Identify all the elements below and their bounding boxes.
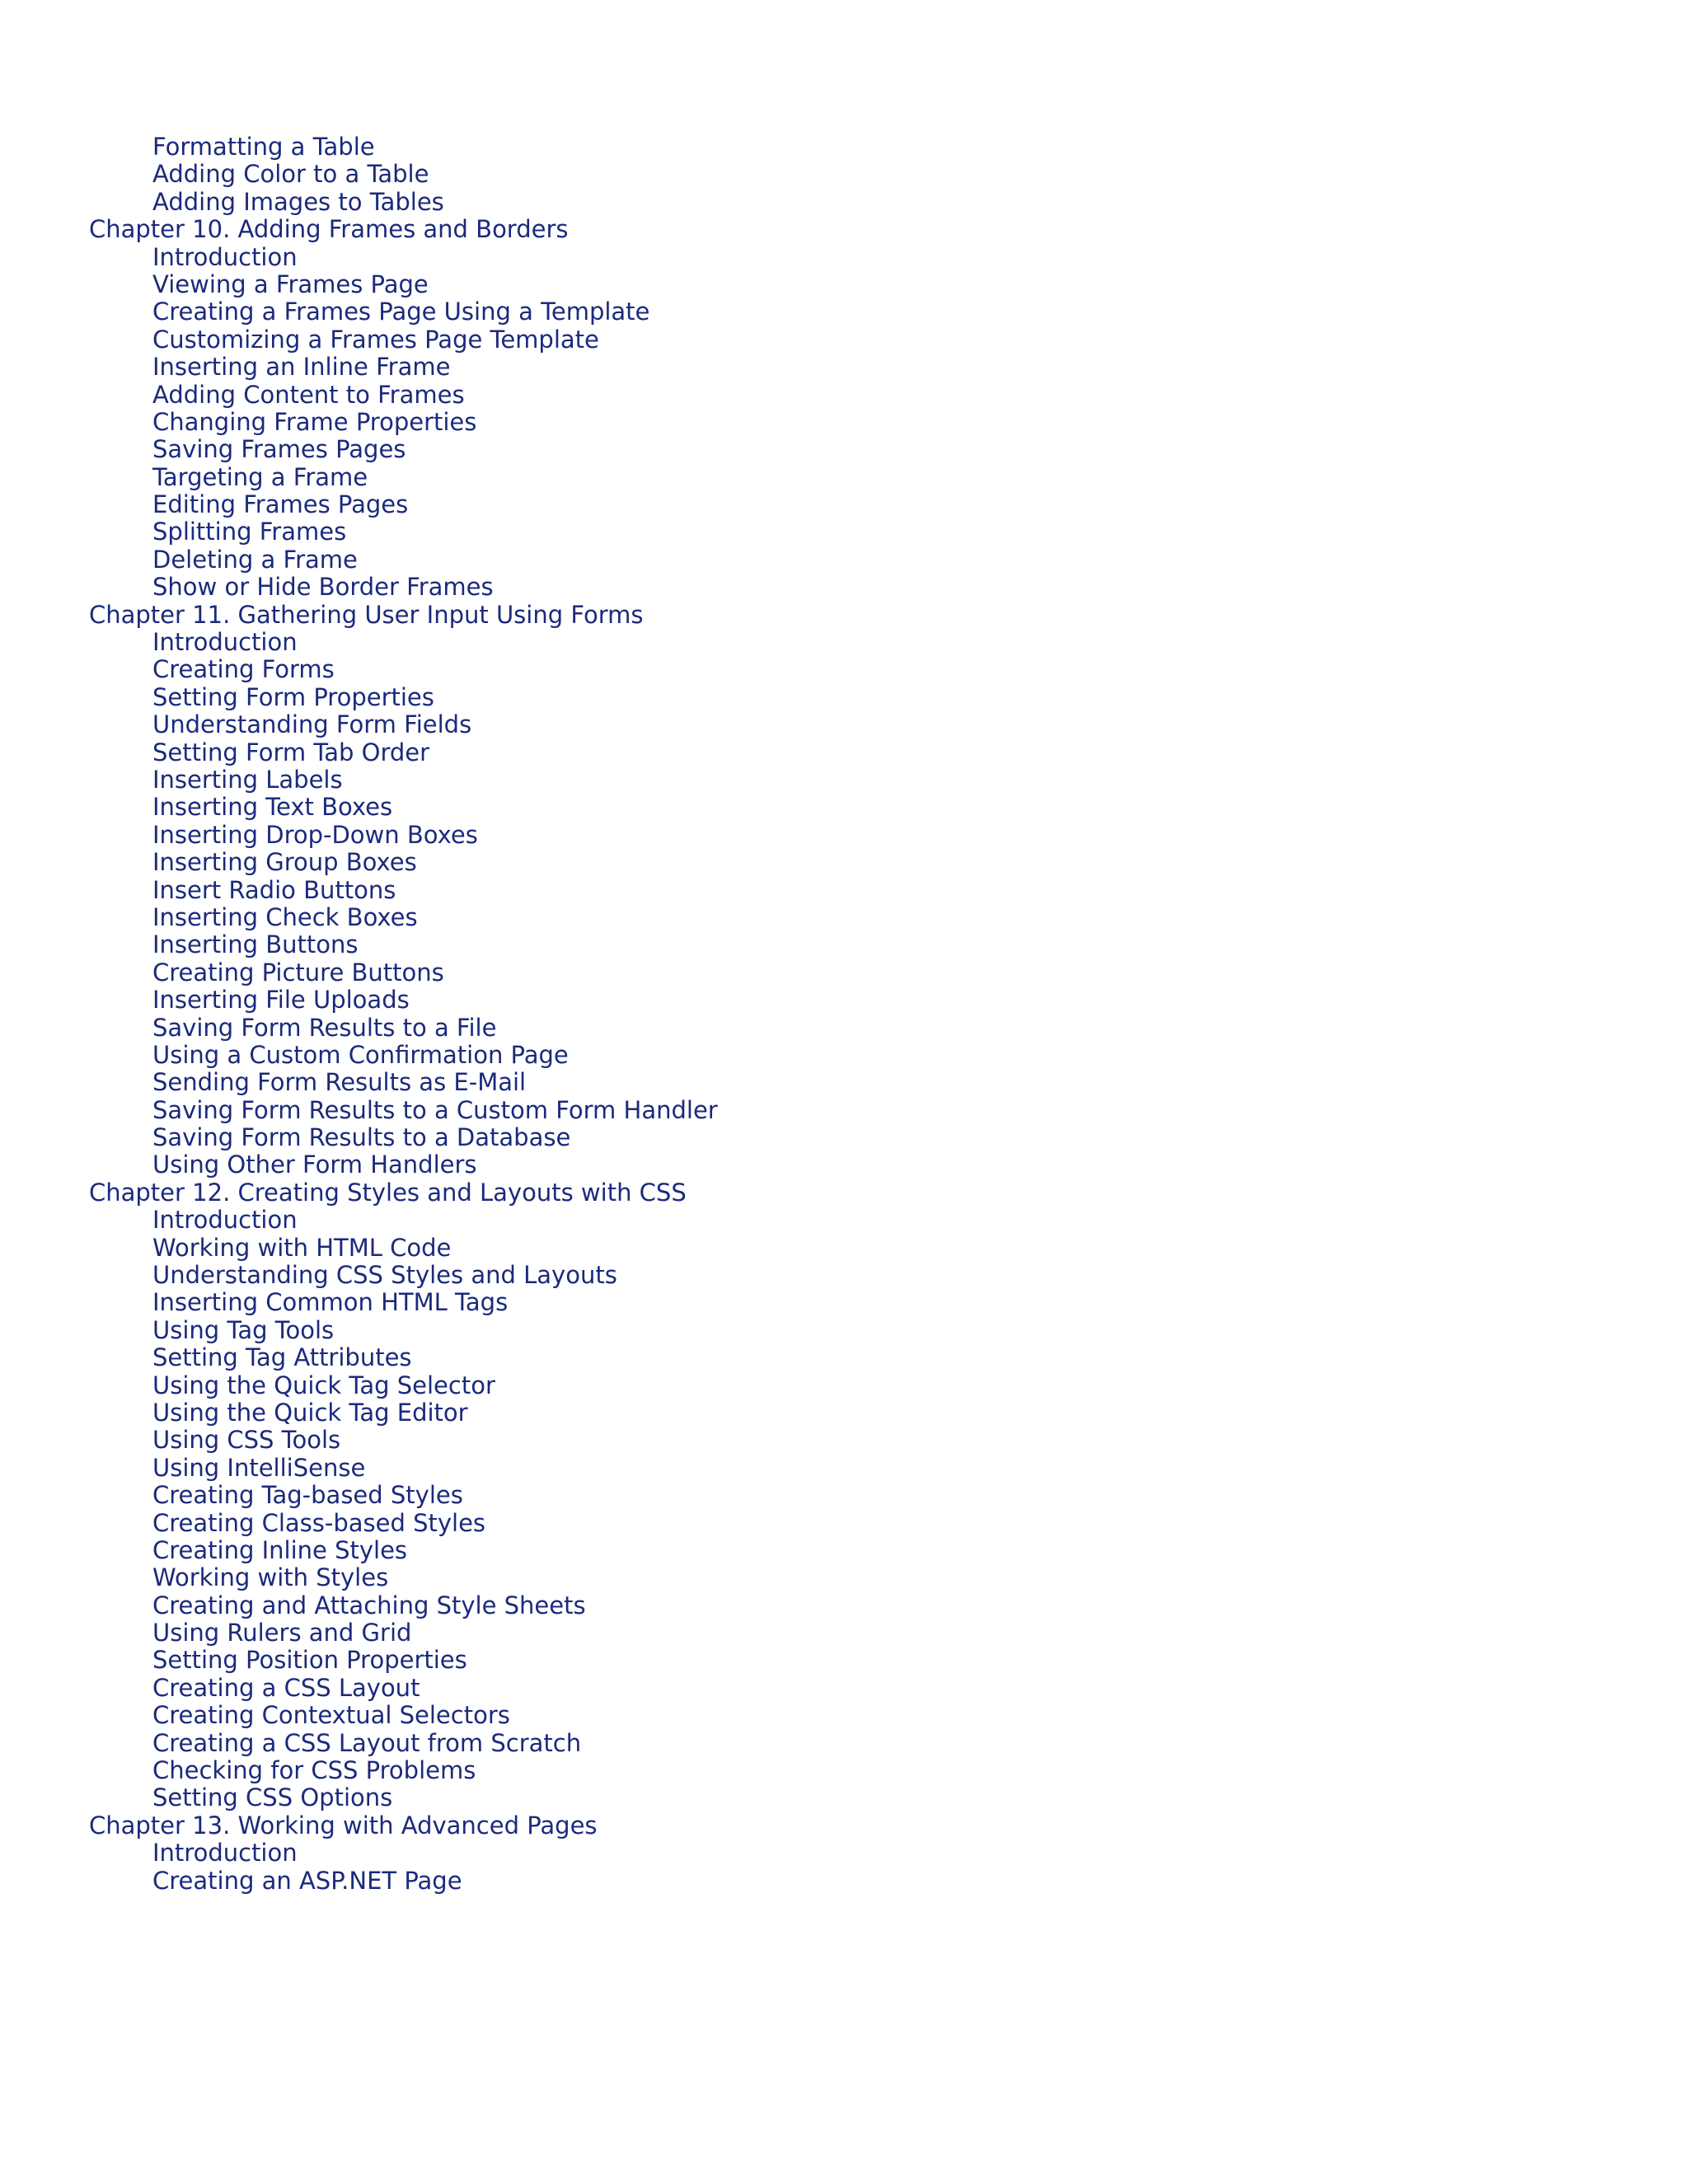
toc-section-link[interactable]: Targeting a Frame	[152, 462, 368, 491]
toc-section-link[interactable]: Setting CSS Options	[152, 1783, 393, 1812]
toc-section-link[interactable]: Setting Form Tab Order	[152, 738, 430, 766]
toc-section-link[interactable]: Adding Color to a Table	[152, 160, 429, 189]
toc-section-link[interactable]: Working with HTML Code	[152, 1233, 452, 1262]
toc-section-link[interactable]: Inserting Check Boxes	[152, 902, 418, 931]
toc-section-link[interactable]: Inserting Text Boxes	[152, 793, 393, 822]
toc-section-link[interactable]: Creating Class-based Styles	[152, 1508, 486, 1537]
toc-section-link[interactable]: Insert Radio Buttons	[152, 875, 396, 904]
toc-section-link[interactable]: Setting Form Properties	[152, 682, 434, 711]
toc-section-link[interactable]: Creating Contextual Selectors	[152, 1701, 510, 1730]
toc-chapter-link[interactable]: Chapter 10. Adding Frames and Borders	[89, 215, 569, 244]
toc-section-link[interactable]: Customizing a Frames Page Template	[152, 325, 599, 354]
toc-section-link[interactable]: Understanding Form Fields	[152, 710, 472, 739]
toc-section-link[interactable]: Introduction	[152, 1839, 298, 1868]
toc-section-link[interactable]: Inserting Labels	[152, 765, 343, 794]
toc-section-link[interactable]: Using Other Form Handlers	[152, 1151, 477, 1179]
toc-section-link[interactable]: Creating and Attaching Style Sheets	[152, 1591, 586, 1619]
toc-section-link[interactable]: Using IntelliSense	[152, 1453, 366, 1482]
toc-section-link[interactable]: Editing Frames Pages	[152, 490, 409, 519]
toc-section-link[interactable]: Creating a Frames Page Using a Template	[152, 298, 650, 326]
toc-section-link[interactable]: Changing Frame Properties	[152, 407, 477, 436]
toc-section-link[interactable]: Inserting Common HTML Tags	[152, 1288, 509, 1317]
table-of-contents	[89, 134, 1573, 1895]
toc-section-link[interactable]: Inserting File Uploads	[152, 986, 410, 1015]
toc-section-link[interactable]: Creating Inline Styles	[152, 1535, 408, 1564]
toc-section-link[interactable]: Creating an ASP.NET Page	[152, 1866, 462, 1895]
toc-section-link[interactable]: Formatting a Table	[152, 133, 375, 161]
toc-section-link[interactable]: Using the Quick Tag Selector	[152, 1371, 495, 1399]
toc-section-link[interactable]: Saving Frames Pages	[152, 435, 406, 464]
toc-section-link[interactable]: Inserting Buttons	[152, 930, 359, 959]
toc-section-link[interactable]: Adding Content to Frames	[152, 380, 465, 409]
toc-section-link[interactable]: Using CSS Tools	[152, 1426, 341, 1455]
toc-section-link[interactable]: Using Tag Tools	[152, 1315, 335, 1344]
toc-section-link[interactable]: Saving Form Results to a Custom Form Handler	[152, 1095, 718, 1124]
toc-section-link[interactable]: Creating Picture Buttons	[152, 958, 444, 987]
toc-section-link[interactable]: Understanding CSS Styles and Layouts	[152, 1261, 617, 1290]
toc-section-link[interactable]: Adding Images to Tables	[152, 187, 444, 216]
toc-section-link[interactable]: Setting Position Properties	[152, 1646, 467, 1675]
toc-section-link[interactable]: Creating a CSS Layout from Scratch	[152, 1728, 582, 1757]
toc-section-link[interactable]: Working with Styles	[152, 1563, 389, 1592]
toc-section-link[interactable]: Inserting Group Boxes	[152, 848, 417, 877]
toc-section-link[interactable]: Saving Form Results to a Database	[152, 1123, 571, 1152]
toc-section-link[interactable]: Creating Tag-based Styles	[152, 1481, 463, 1510]
toc-section-link[interactable]: Creating Forms	[152, 655, 335, 684]
toc-chapter-link[interactable]: Chapter 11. Gathering User Input Using Forms	[89, 600, 644, 629]
toc-section-link[interactable]: Checking for CSS Problems	[152, 1756, 476, 1785]
toc-section-link[interactable]: Introduction	[152, 628, 298, 657]
toc-chapter-link[interactable]: Chapter 13. Working with Advanced Pages	[89, 1811, 598, 1840]
toc-section-link[interactable]: Show or Hide Border Frames	[152, 573, 494, 602]
toc-section-link[interactable]: Using Rulers and Grid	[152, 1619, 412, 1647]
toc-chapter-link[interactable]: Chapter 12. Creating Styles and Layouts with CSS	[89, 1178, 687, 1207]
toc-section-link[interactable]: Introduction	[152, 1206, 298, 1235]
toc-section-link[interactable]: Using the Quick Tag Editor	[152, 1398, 468, 1427]
toc-section-link[interactable]: Inserting Drop-Down Boxes	[152, 820, 478, 849]
toc-section-link[interactable]: Setting Tag Attributes	[152, 1343, 412, 1372]
toc-section-link[interactable]: Sending Form Results as E-Mail	[152, 1068, 527, 1097]
toc-section-link[interactable]: Using a Custom Confirmation Page	[152, 1040, 569, 1069]
toc-section-link[interactable]: Inserting an Inline Frame	[152, 353, 451, 382]
toc-section-link[interactable]: Creating a CSS Layout	[152, 1673, 420, 1702]
toc-section-link[interactable]: Saving Form Results to a File	[152, 1013, 497, 1042]
toc-section-link[interactable]: Splitting Frames	[152, 518, 347, 546]
toc-section-link[interactable]: Viewing a Frames Page	[152, 269, 429, 298]
toc-section-link[interactable]: Introduction	[152, 242, 298, 271]
toc-section-link[interactable]: Deleting a Frame	[152, 545, 358, 574]
